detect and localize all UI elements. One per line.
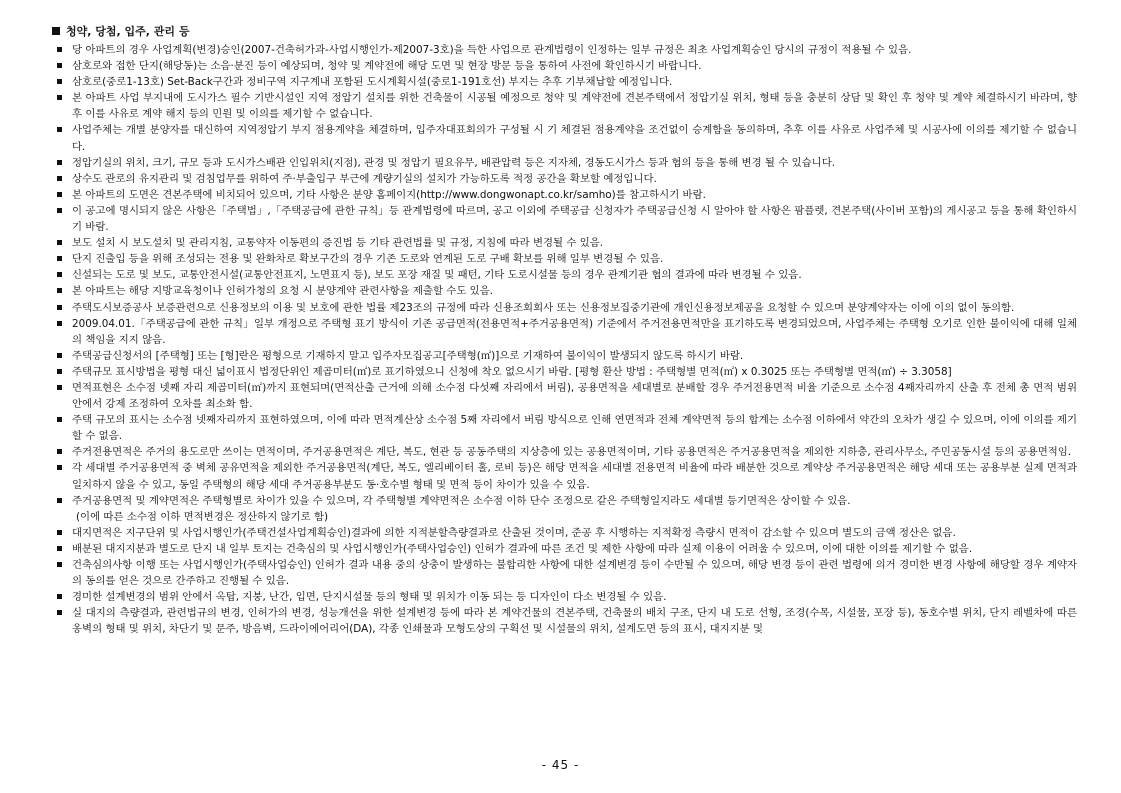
- list-item: 이 공고에 명시되지 않은 사항은「주택법」,「주택공급에 관한 규칙」등 관계법령에 따르며, 공고 이외에 주택공급 신청자가 주택공급신청 시 알아야 할 사항은 팜플렛, 견본주택(사이버 포함)의 게시공고 등을 통해 확인하시기 바람.: [52, 203, 1077, 235]
- list-item: 2009.04.01.「주택공급에 관한 규칙」일부 개정으로 주택형 표기 방식이 기존 공급면적(전용면적+주거공용면적) 기준에서 주거전용면적만을 표기하도록 변경되었으며, 사업주체는 주택형 오기로 인한 불이익에 대해 일체의 책임을 지지 않음.: [52, 316, 1077, 348]
- list-item: 각 세대별 주거공용면적 중 벽체 공유면적을 제외한 주거공용면적(계단, 복도, 엘리베이터 홀, 로비 등)은 해당 면적을 세대별 전용면적 비율에 따라 배분한 것으로 계약상 주거공용면적은 해당 세대 또는 공용부분 실제 면적과 일치하지 않을 수 있고, 동일 주택형의 해당 세대 주거공용부분도 동·호수별 형태 및 면적 등이 차이가 있을 수 있음.: [52, 460, 1077, 492]
- list-item: 주택공급신청서의 [주택형] 또는 [형]란은 평형으로 기재하지 말고 입주자모집공고[주택형(㎡)]으로 기재하여 불이익이 발생되지 않도록 하시기 바람.: [52, 348, 1077, 364]
- list-item: 배분된 대지지분과 별도로 단지 내 일부 토지는 건축심의 및 사업시행인가(주택사업승인) 인허가 결과에 따른 조건 및 제한 사항에 따라 실제 이용이 어려울 수 있으며, 이에 대한 이의를 제기할 수 없음.: [52, 541, 1077, 557]
- bullet-icon: [57, 256, 62, 261]
- bullet-icon: [57, 610, 62, 615]
- bullet-icon: [57, 305, 62, 310]
- notice-page: [52, 22, 1077, 637]
- list-item: 건축심의사항 이행 또는 사업시행인가(주택사업승인) 인허가 결과 내용 중의 상충이 발생하는 불합리한 사항에 대한 설계변경 등이 수반될 수 있으며, 해당 변경 등이 관련 법령에 의거 경미한 변경 사항에 해당할 경우 계약자의 동의를 얻은 것으로 간주하고 진행될 수 있음.: [52, 557, 1077, 589]
- list-item: 당 아파트의 경우 사업계획(변경)승인(2007-건축허가과-사업시행인가-제2007-3호)을 득한 사업으로 관계법령이 인정하는 일부 규정은 최초 사업계획승인 당시의 규정이 적용될 수 있음.: [52, 42, 1077, 58]
- bullet-icon: [57, 594, 62, 599]
- bullet-icon: [57, 530, 62, 535]
- list-item: 사업주체는 개별 분양자를 대신하여 지역정압기 부지 점용계약을 체결하며, 입주자대표회의가 구성될 시 기 체결된 점용계약을 조건없이 승계함을 동의하며, 추후 이를 사유로 사업주체 및 시공사에 이의를 제기할 수 없습니다.: [52, 122, 1077, 154]
- section-title: 청약, 당첨, 입주, 관리 등: [66, 25, 190, 38]
- list-item: 주택 규모의 표시는 소수점 넷째자리까지 표현하였으며, 이에 따라 면적계산상 소수점 5째 자리에서 버림 방식으로 인해 연면적과 전체 계약면적 등의 합계는 소수점 이하에서 약간의 오차가 생길 수 있으며, 이에 이의를 제기할 수 없음.: [52, 412, 1077, 444]
- list-item: 정압기실의 위치, 크기, 규모 등과 도시가스배관 인입위치(지점), 관경 및 정압기 필요유무, 배관압력 등은 지자체, 경동도시가스 등과 협의 등을 통해 변경 될 수 있습니다.: [52, 155, 1077, 171]
- bullet-icon: [57, 208, 62, 213]
- bullet-icon: [57, 240, 62, 245]
- list-item: 삼호로와 접한 단지(해당동)는 소음·분진 등이 예상되며, 청약 및 계약전에 해당 도면 및 현장 방문 등을 통하여 사전에 확인하시기 바랍니다.: [52, 58, 1077, 74]
- bullet-icon: [57, 79, 62, 84]
- bullet-icon: [57, 321, 62, 326]
- bullet-icon: [57, 47, 62, 52]
- bullet-icon: [57, 288, 62, 293]
- list-item: 대지면적은 지구단위 및 사업시행인가(주택건설사업계획승인)결과에 의한 지적분할측량결과로 산출된 것이며, 준공 후 시행하는 지적확정 측량시 면적이 감소할 수 있으며 별도의 금액 정산은 없음.: [52, 525, 1077, 541]
- page-number: - 45 -: [541, 758, 580, 772]
- bullet-icon: [57, 562, 62, 567]
- bullet-icon: [57, 127, 62, 132]
- bullet-icon: [57, 465, 62, 470]
- bullet-icon: [57, 160, 62, 165]
- bullet-icon: [57, 546, 62, 551]
- list-item: 상수도 관로의 유지관리 및 검침업무를 위하여 주·부출입구 부근에 계량기실의 설치가 가능하도록 적정 공간을 확보할 예정입니다.: [52, 171, 1077, 187]
- list-item: 삼호로(중로1-13호) Set-Back구간과 정비구역 지구계내 포함된 도시계획시설(중로1-191호선) 부지는 추후 기부채납할 예정입니다.: [52, 74, 1077, 90]
- list-item: 주거전용면적은 주거의 용도로만 쓰이는 면적이며, 주거공용면적은 계단, 복도, 현관 등 공동주택의 지상층에 있는 공용면적이며, 기타 공용면적은 주거공용면적을 제외한 지하층, 관리사무소, 주민공동시설 등의 공용면적임.: [52, 444, 1077, 460]
- list-item: 경미한 설계변경의 범위 안에서 옥탑, 지붕, 난간, 입면, 단지시설물 등의 형태 및 위치가 이동 되는 등 디자인이 다소 변경될 수 있음.: [52, 589, 1077, 605]
- bullet-icon: [57, 417, 62, 422]
- list-item: 신설되는 도로 및 보도, 교통안전시설(교통안전표지, 노면표지 등), 보도 포장 재질 및 패턴, 기타 도로시설물 등의 경우 관계기관 협의 결과에 따라 변경될 수 있음.: [52, 267, 1077, 283]
- list-item: 주거공용면적 및 계약면적은 주택형별로 차이가 있을 수 있으며, 각 주택형별 계약면적은 소수점 이하 단수 조정으로 같은 주택형일지라도 세대별 등기면적은 상이할 수 있음.: [52, 493, 1077, 509]
- section-heading: [52, 22, 1077, 40]
- bullet-icon: [57, 353, 62, 358]
- bullet-icon: [57, 63, 62, 68]
- bullet-icon: [57, 272, 62, 277]
- bullet-icon: [57, 498, 62, 503]
- list-item: 본 아파트는 해당 지방교육청이나 인허가청의 요청 시 분양계약 관련사항을 제출할 수도 있음.: [52, 283, 1077, 299]
- list-item: 본 아파트 사업 부지내에 도시가스 필수 기반시설인 지역 정압기 설치를 위한 건축물이 시공될 예정으로 청약 및 계약전에 견본주택에서 정압기실 위치, 형태 등을 충분히 상담 및 확인 후 청약 및 계약 체결하시기 바라며, 향후 이를 사유로 계약 해지 등의 민원 및 이의를 제기할 수 없습니다.: [52, 90, 1077, 122]
- list-item: 보도 설치 시 보도설치 및 관리지침, 교통약자 이동편의 증진법 등 기타 관련법률 및 규정, 지침에 따라 변경될 수 있음.: [52, 235, 1077, 251]
- list-item: 단지 진출입 등을 위해 조성되는 전용 및 완화차로 확보구간의 경우 기존 도로와 연계된 도로 구배 확보를 위해 일부 변경될 수 있음.: [52, 251, 1077, 267]
- list-item: 본 아파트의 도면은 견본주택에 비치되어 있으며, 기타 사항은 분양 홈페이지(http://www.dongwonapt.co.kr/samho)를 참고하시기 바람.: [52, 187, 1077, 203]
- bullet-icon: [57, 385, 62, 390]
- bullet-icon: [57, 176, 62, 181]
- list-item: 주택규모 표시방법을 평형 대신 넓이표시 법정단위인 제곱미터(㎡)로 표기하였으니 신청에 착오 없으시기 바람. [평형 환산 방법 : 주택형별 면적(㎡) x 0.3025 또는 주택형별 면적(㎡) ÷ 3.3058]: [52, 364, 1077, 380]
- bullet-icon: [57, 95, 62, 100]
- square-bullet-icon: [52, 27, 60, 35]
- list-item: 면적표현은 소수점 넷째 자리 제곱미터(㎡)까지 표현되며(면적산출 근거에 의해 소수점 다섯째 자리에서 버림), 공용면적을 세대별로 분배할 경우 주거전용면적 비율 기준으로 소수점 4째자리까지 산출 후 전체 총 면적 범위 안에서 강제 조정하여 오차를 최소화 함.: [52, 380, 1077, 412]
- bullet-icon: [57, 192, 62, 197]
- list-item: 실 대지의 측량결과, 관련법규의 변경, 인허가의 변경, 성능개선을 위한 설계변경 등에 따라 본 계약건물의 견본주택, 건축물의 배치 구조, 단지 내 도로 선형, 조경(수목, 시설물, 포장 등), 동호수별 위치, 단지 레벨차에 따른 옹벽의 형태 및 위치, 차단기 및 문주, 방음벽, 드라이에어리어(DA), 각종 인쇄물과 모형도상의 구획선 및 시설물의 위치, 설계도면 등의 표시, 대지지분 및: [52, 605, 1077, 637]
- bullet-icon: [57, 449, 62, 454]
- bullet-icon: [57, 369, 62, 374]
- list-item: 주택도시보증공사 보증관련으로 신용정보의 이용 및 보호에 관한 법률 제23조의 규정에 따라 신용조회회사 또는 신용정보집중기관에 개인신용정보제공을 요청할 수 있으며 분양계약자는 이에 이의 없이 동의함.: [52, 300, 1077, 316]
- list-item-note: (이에 따른 소수점 이하 면적변경은 정산하지 않기로 함): [76, 510, 329, 523]
